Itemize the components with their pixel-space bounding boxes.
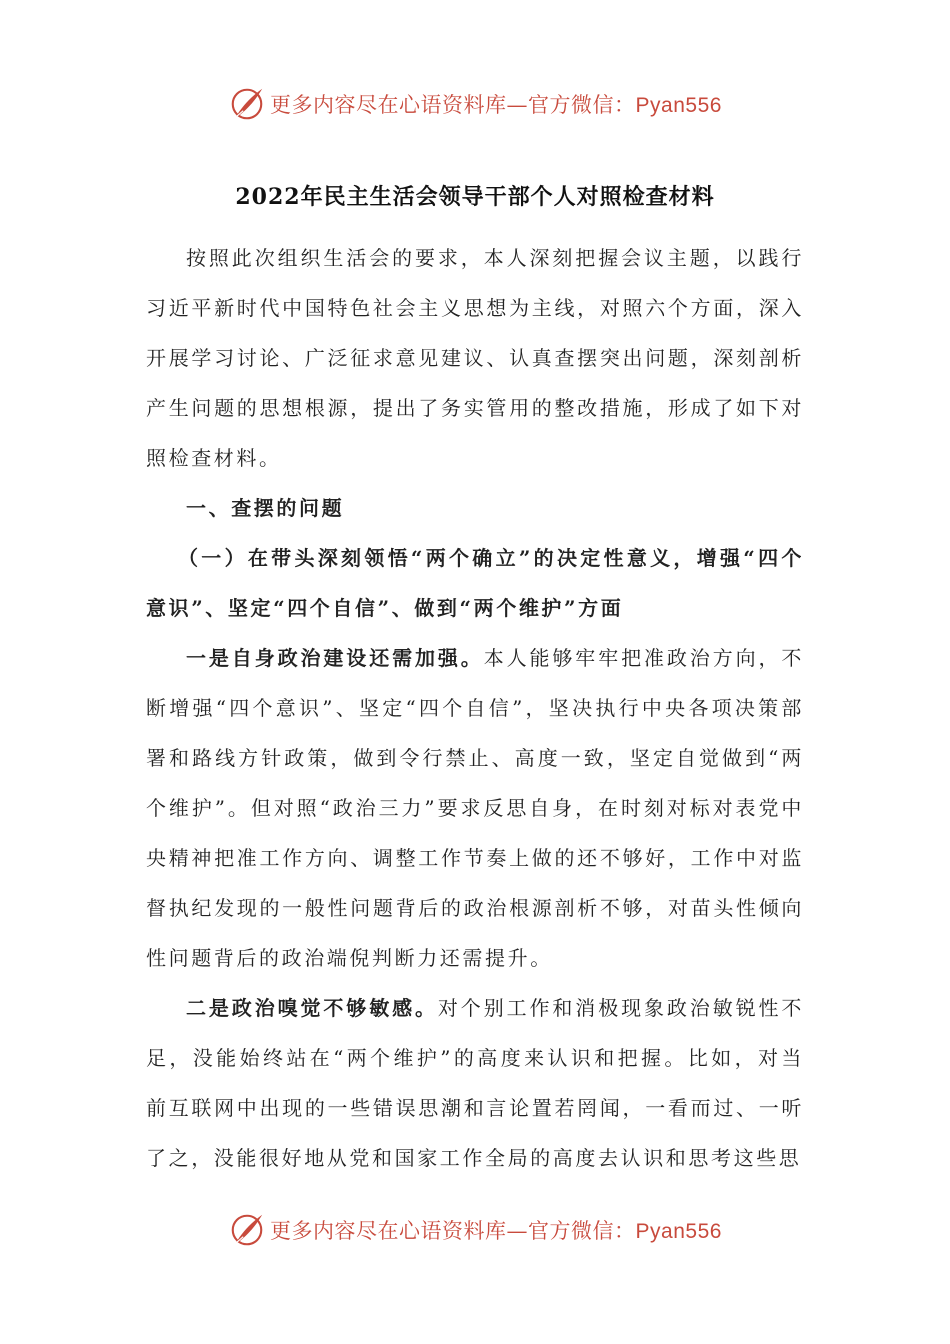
section-heading: 一、查摆的问题	[186, 496, 345, 520]
point-body-1: 本人能够牢牢把准政治方向，不断增强“四个意识”、坚定“四个自信”，坚决执行中央各项决策部署和路线方针政策，做到令行禁止、高度一致，坚定自觉做到“两个维护”。但对照“政治三力”要求反思自身，在时刻对标对表党中央精神把准工作方向、调整工作节奏上做的还不够好，工作中对监督执纪发现的一般性问题背后的政治根源剖析不够，对苗头性倾向性问题背后的政治端倪判断力还需提升。	[146, 646, 804, 970]
point-paragraph-2	[146, 983, 804, 1183]
wechat-id: Pyan556	[635, 94, 722, 117]
document-body	[146, 233, 804, 1183]
point-lead-2: 二是政治嗅觉不够敏感。	[186, 996, 438, 1020]
wechat-id: Pyan556	[635, 1220, 722, 1243]
banner-text: 更多内容尽在心语资料库—官方微信：Pyan556	[270, 93, 722, 117]
footer-watermark-banner	[0, 1208, 950, 1252]
quill-pen-logo-icon	[228, 1211, 266, 1249]
document-title: 2022年民主生活会领导干部个人对照检查材料	[235, 184, 715, 210]
intro-paragraph: 按照此次组织生活会的要求，本人深刻把握会议主题，以践行习近平新时代中国特色社会主义思想为主线，对照六个方面，深入开展学习讨论、广泛征求意见建议、认真查摆突出问题，深刻剖析产生问题的思想根源，提出了务实管用的整改措施，形成了如下对照检查材料。	[146, 246, 804, 470]
banner-text: 更多内容尽在心语资料库—官方微信：Pyan556	[270, 1219, 722, 1243]
point-paragraph-1	[146, 633, 804, 983]
point-body-2: 对个别工作和消极现象政治敏锐性不足，没能始终站在“两个维护”的高度来认识和把握。比如，对当前互联网中出现的一些错误思潮和言论置若罔闻，一看而过、一听了之，没能很好地从党和国家工作全局的高度去认识和思考这些思	[146, 996, 804, 1170]
subsection-heading: （一）在带头深刻领悟“两个确立”的决定性意义，增强“四个意识”、坚定“四个自信”、做到“两个维护”方面	[146, 546, 804, 620]
point-lead-1: 一是自身政治建设还需加强。	[186, 646, 484, 670]
quill-pen-logo-icon	[228, 85, 266, 123]
header-watermark-banner	[0, 82, 950, 126]
